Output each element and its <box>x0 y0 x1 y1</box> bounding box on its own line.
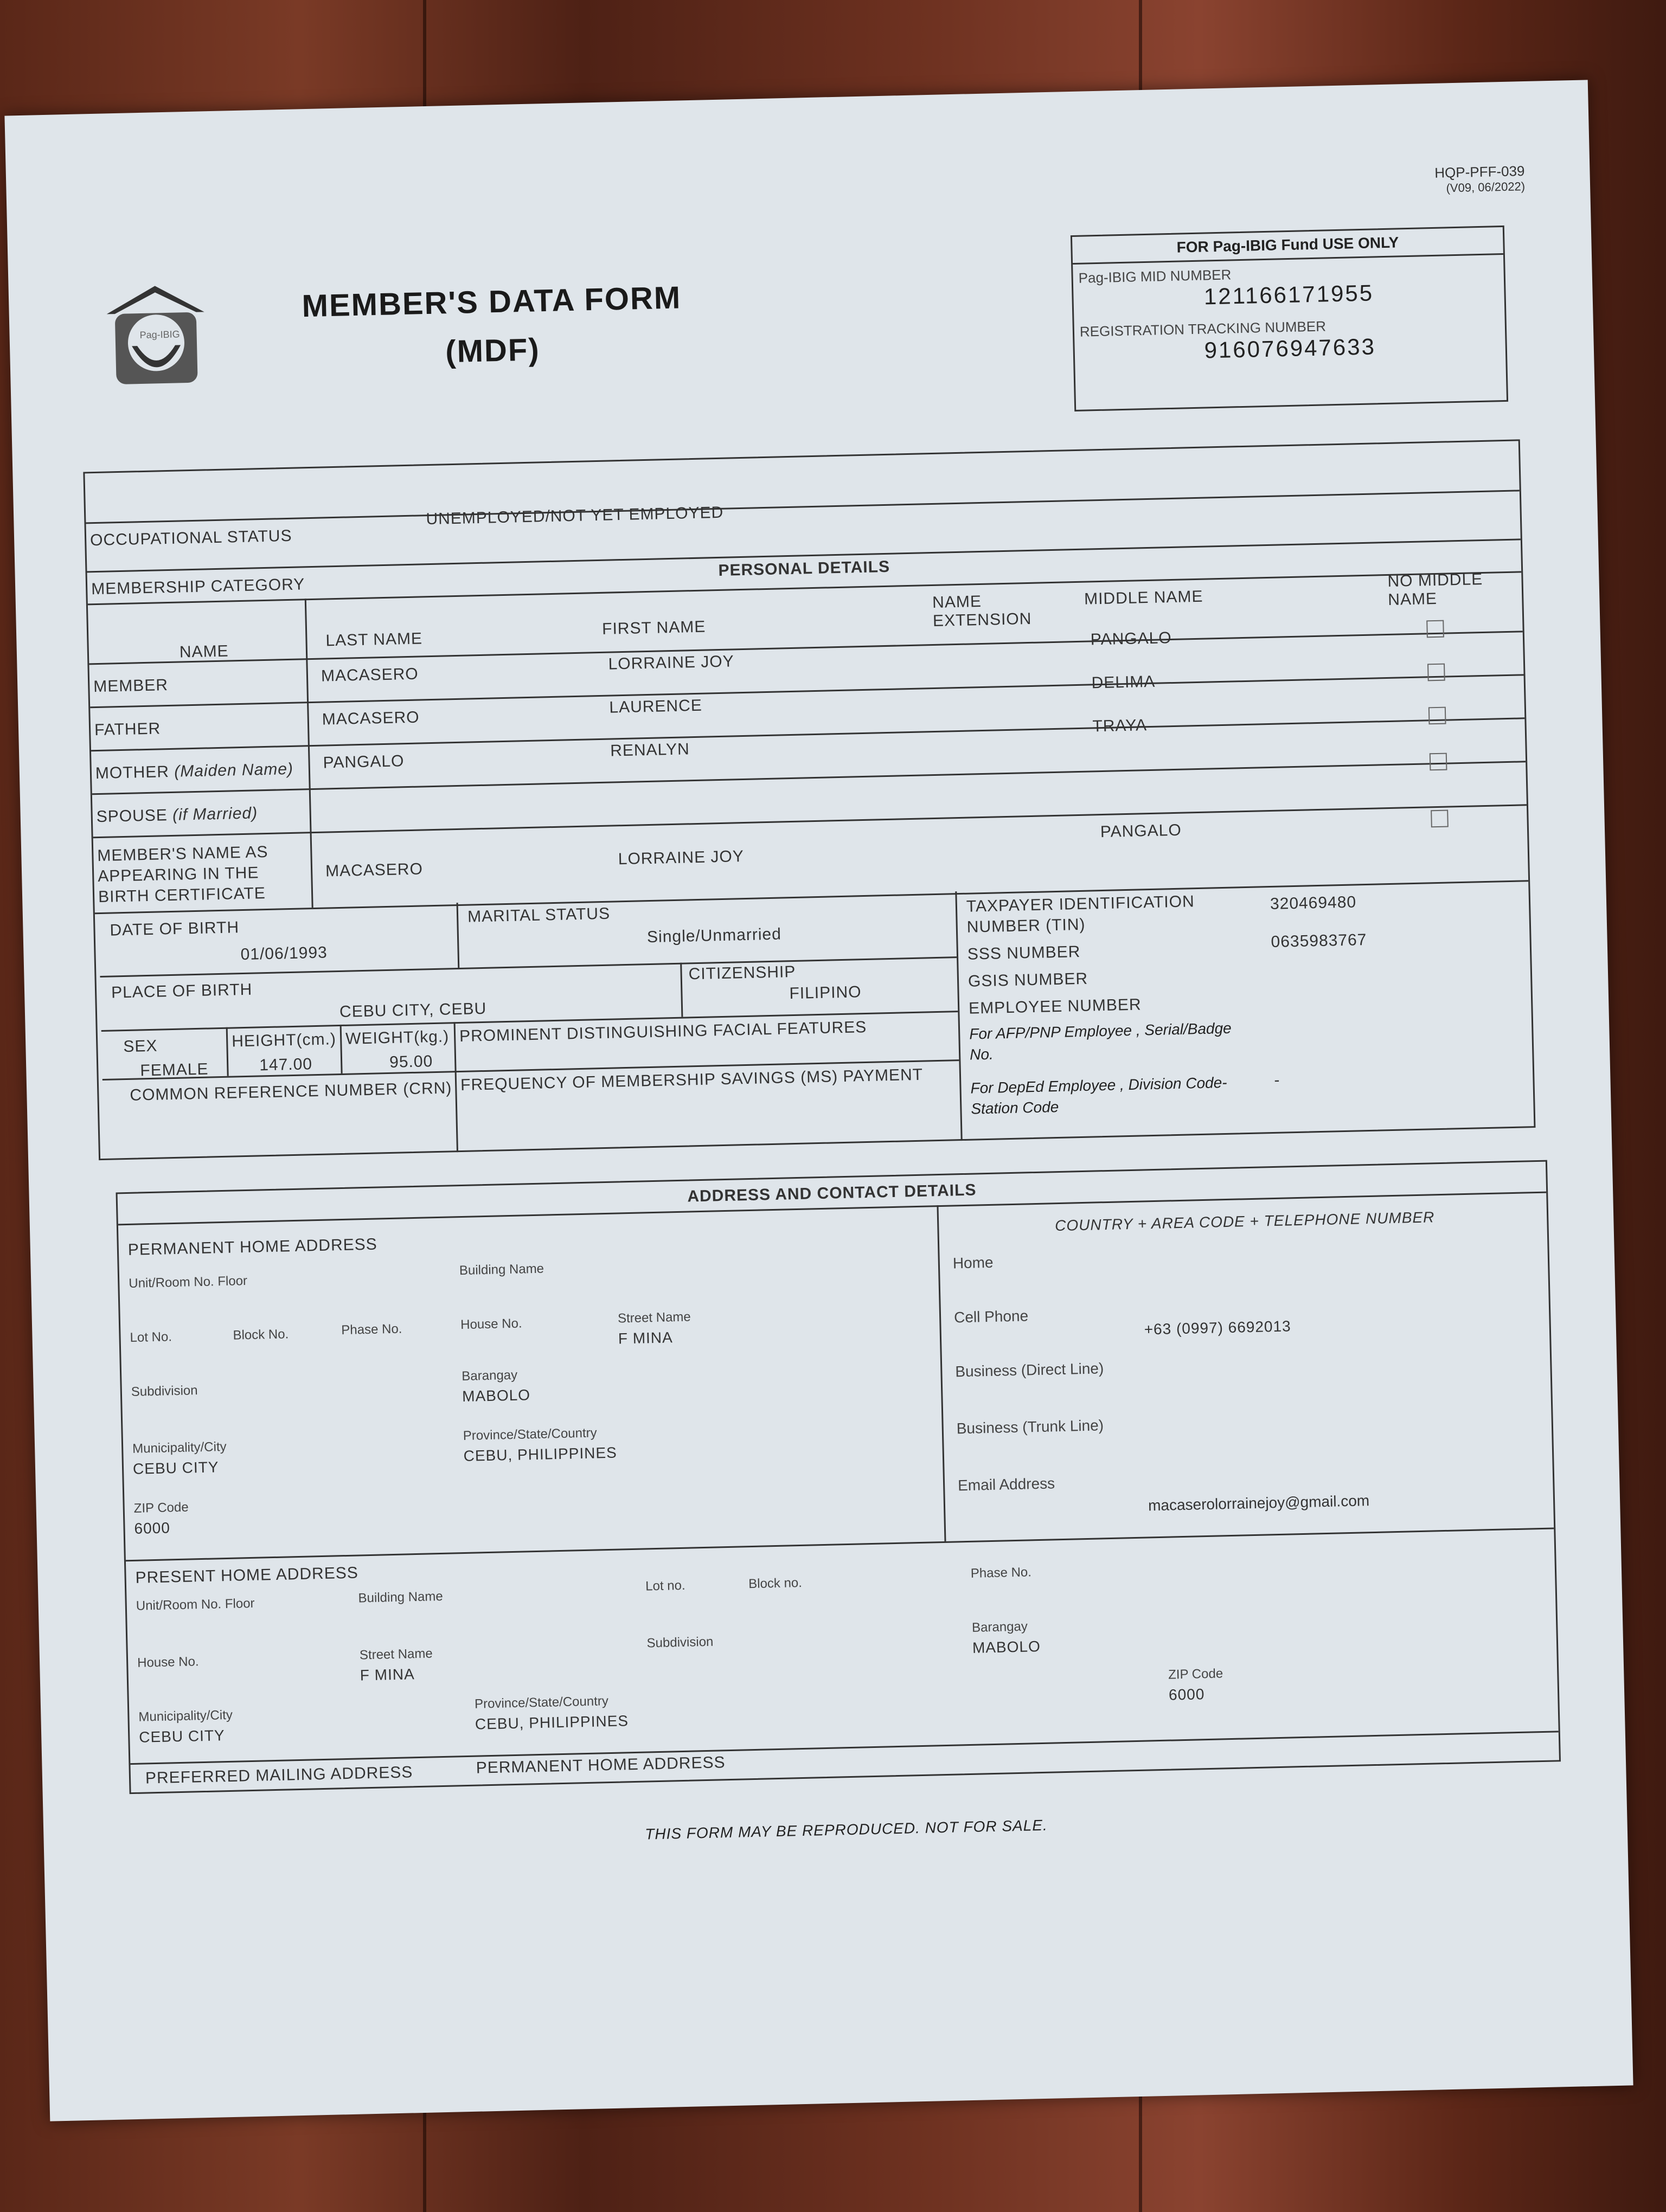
perm-zip-label: ZIP Code <box>133 1500 189 1516</box>
bc-first-name: LORRAINE JOY <box>618 847 745 869</box>
father-middle-name: DELIMA <box>1091 672 1156 692</box>
perm-zip-value: 6000 <box>134 1519 171 1537</box>
mid-value: 121166171955 <box>1203 280 1374 310</box>
col-middle-name: MIDDLE NAME <box>1084 587 1203 608</box>
deped-label: For DepEd Employee , Division Code-Station Code <box>970 1073 1227 1117</box>
marital-status-label: MARITAL STATUS <box>467 904 611 926</box>
pres-barangay-label: Barangay <box>971 1619 1028 1635</box>
mother-first-name: RENALYN <box>610 740 690 760</box>
bc-no-middle-checkbox[interactable] <box>1431 810 1449 828</box>
form-title: MEMBER'S DATA FORM <box>301 280 682 324</box>
email-value: macaserolorrainejoy@gmail.com <box>1148 1492 1370 1514</box>
pres-block-label: Block no. <box>748 1575 803 1592</box>
sex-value: FEMALE <box>140 1060 209 1080</box>
perm-province-value: CEBU, PHILIPPINES <box>463 1444 618 1465</box>
row-father-label: FATHER <box>94 719 161 740</box>
form-code: HQP-PFF-039 <box>1434 163 1525 181</box>
perm-municipality-value: CEBU CITY <box>132 1458 219 1477</box>
perm-building-label: Building Name <box>459 1261 544 1278</box>
pres-phase-label: Phase No. <box>970 1565 1032 1581</box>
pres-street-label: Street Name <box>359 1646 433 1663</box>
cell-phone-value: +63 (0997) 6692013 <box>1144 1317 1292 1338</box>
perm-barangay-value: MABOLO <box>462 1386 531 1405</box>
preferred-mailing-label: PREFERRED MAILING ADDRESS <box>145 1763 413 1787</box>
pob-value: CEBU CITY, CEBU <box>339 999 487 1021</box>
form-version: (V09, 06/2022) <box>1446 179 1526 195</box>
gsis-label: GSIS NUMBER <box>967 969 1088 991</box>
pres-building-label: Building Name <box>358 1589 443 1606</box>
pres-unit-label: Unit/Room No. Floor <box>136 1596 255 1613</box>
height-label: HEIGHT(cm.) <box>231 1030 337 1051</box>
member-last-name: MACASERO <box>321 665 419 685</box>
sss-value: 0635983767 <box>1271 931 1367 951</box>
business-direct-label: Business (Direct Line) <box>955 1360 1104 1380</box>
cell-phone-label: Cell Phone <box>953 1307 1029 1326</box>
home-phone-label: Home <box>952 1253 994 1272</box>
pres-municipality-value: CEBU CITY <box>138 1727 225 1746</box>
email-label: Email Address <box>957 1475 1055 1494</box>
fund-use-header: FOR Pag-IBIG Fund USE ONLY <box>1072 227 1503 265</box>
citizenship-value: FILIPINO <box>789 983 862 1003</box>
rtn-value: 916076947633 <box>1204 333 1376 363</box>
bc-middle-name: PANGALO <box>1100 821 1182 841</box>
fund-use-box <box>1071 226 1508 411</box>
perm-subdivision-label: Subdivision <box>131 1383 198 1399</box>
membership-category-label: MEMBERSHIP CATEGORY <box>91 575 305 599</box>
mother-no-middle-checkbox[interactable] <box>1428 707 1446 725</box>
col-first-name: FIRST NAME <box>601 618 706 638</box>
mother-middle-name: TRAYA <box>1092 716 1148 736</box>
pres-house-label: House No. <box>137 1654 199 1670</box>
weight-label: WEIGHT(kg.) <box>345 1027 450 1048</box>
pob-label: PLACE OF BIRTH <box>111 980 253 1002</box>
occupational-status-value: UNEMPLOYED/NOT YET EMPLOYED <box>426 503 724 529</box>
perm-block-label: Block No. <box>233 1327 289 1343</box>
father-last-name: MACASERO <box>322 708 420 729</box>
pres-subdivision-label: Subdivision <box>646 1634 714 1651</box>
form-code-block <box>1434 163 1525 196</box>
preferred-mailing-value: PERMANENT HOME ADDRESS <box>476 1753 726 1777</box>
col-name-extension: NAME EXTENSION <box>932 592 1032 631</box>
personal-details-header: PERSONAL DETAILS <box>718 557 890 580</box>
perm-house-label: House No. <box>460 1316 522 1333</box>
mother-label-text: MOTHER <box>95 763 170 783</box>
perm-lot-label: Lot No. <box>130 1329 172 1345</box>
perm-street-value: F MINA <box>618 1329 674 1347</box>
marital-status-value: Single/Unmarried <box>646 925 782 947</box>
perm-unit-label: Unit/Room No. Floor <box>129 1274 248 1291</box>
permanent-address-label: PERMANENT HOME ADDRESS <box>127 1235 378 1259</box>
pres-zip-value: 6000 <box>1168 1686 1205 1703</box>
pres-street-value: F MINA <box>360 1666 415 1684</box>
address-section <box>116 1160 1561 1795</box>
footer-note: THIS FORM MAY BE REPRODUCED. NOT FOR SALE. <box>644 1816 1048 1843</box>
row-spouse-label <box>96 804 258 826</box>
sss-label: SSS NUMBER <box>967 942 1081 963</box>
frequency-label: FREQUENCY OF MEMBERSHIP SAVINGS (MS) PAYMENT <box>460 1065 924 1094</box>
perm-province-label: Province/State/Country <box>463 1425 597 1444</box>
afp-pnp-label: For AFP/PNP Employee , Serial/Badge No. <box>969 1019 1232 1063</box>
perm-barangay-label: Barangay <box>462 1367 518 1384</box>
spouse-label-text: SPOUSE <box>96 806 168 826</box>
deped-value: - <box>1273 1071 1280 1089</box>
spouse-no-middle-checkbox[interactable] <box>1430 753 1447 771</box>
pres-municipality-label: Municipality/City <box>138 1707 233 1725</box>
perm-municipality-label: Municipality/City <box>132 1439 227 1456</box>
facial-features-label: PROMINENT DISTINGUISHING FACIAL FEATURES <box>459 1018 867 1046</box>
father-first-name: LAURENCE <box>609 696 703 717</box>
weight-value: 95.00 <box>389 1052 433 1071</box>
col-no-middle-name: NO MIDDLE NAME <box>1387 570 1483 609</box>
pres-lot-label: Lot no. <box>645 1578 685 1594</box>
father-no-middle-checkbox[interactable] <box>1427 664 1445 681</box>
row-birth-certificate-label: MEMBER'S NAME AS APPEARING IN THE BIRTH CERTIFICATE <box>97 843 268 906</box>
member-first-name: LORRAINE JOY <box>608 652 735 673</box>
personal-section <box>83 439 1535 1160</box>
business-trunk-label: Business (Trunk Line) <box>956 1417 1104 1437</box>
height-value: 147.00 <box>259 1055 313 1075</box>
member-data-form-sheet <box>4 80 1633 2121</box>
form-subtitle: (MDF) <box>445 332 541 370</box>
contact-header: COUNTRY + AREA CODE + TELEPHONE NUMBER <box>1054 1208 1435 1234</box>
pres-zip-label: ZIP Code <box>1168 1666 1223 1682</box>
member-no-middle-checkbox[interactable] <box>1426 620 1444 638</box>
present-address-label: PRESENT HOME ADDRESS <box>135 1564 359 1587</box>
bc-last-name: MACASERO <box>325 860 424 880</box>
occupational-status-label: OCCUPATIONAL STATUS <box>89 526 292 550</box>
dob-value: 01/06/1993 <box>240 943 328 964</box>
perm-phase-label: Phase No. <box>341 1321 402 1338</box>
dob-label: DATE OF BIRTH <box>110 918 240 940</box>
tin-value: 320469480 <box>1270 893 1357 914</box>
crn-label: COMMON REFERENCE NUMBER (CRN) <box>130 1079 452 1104</box>
rtn-label: REGISTRATION TRACKING NUMBER <box>1079 318 1327 340</box>
pag-ibig-logo <box>100 279 211 390</box>
citizenship-label: CITIZENSHIP <box>688 962 796 983</box>
col-last-name: LAST NAME <box>325 629 423 650</box>
mother-last-name: PANGALO <box>323 752 405 772</box>
spouse-label-note: (if Married) <box>172 804 258 824</box>
tin-label: TAXPAYER IDENTIFICATION NUMBER (TIN) <box>966 892 1195 936</box>
row-member-label: MEMBER <box>93 676 169 696</box>
employee-number-label: EMPLOYEE NUMBER <box>968 995 1142 1018</box>
logo-text: Pag-IBIG <box>139 329 180 341</box>
pres-province-value: CEBU, PHILIPPINES <box>475 1712 629 1733</box>
mid-label: Pag-IBIG MID NUMBER <box>1078 266 1232 286</box>
address-header: ADDRESS AND CONTACT DETAILS <box>687 1181 977 1206</box>
pres-province-label: Province/State/Country <box>474 1694 609 1712</box>
col-name: NAME <box>179 642 229 661</box>
perm-street-label: Street Name <box>617 1309 691 1326</box>
member-middle-name: PANGALO <box>1090 629 1172 649</box>
sex-label: SEX <box>123 1037 158 1056</box>
mother-label-note: (Maiden Name) <box>174 760 294 781</box>
pres-barangay-value: MABOLO <box>972 1637 1041 1656</box>
